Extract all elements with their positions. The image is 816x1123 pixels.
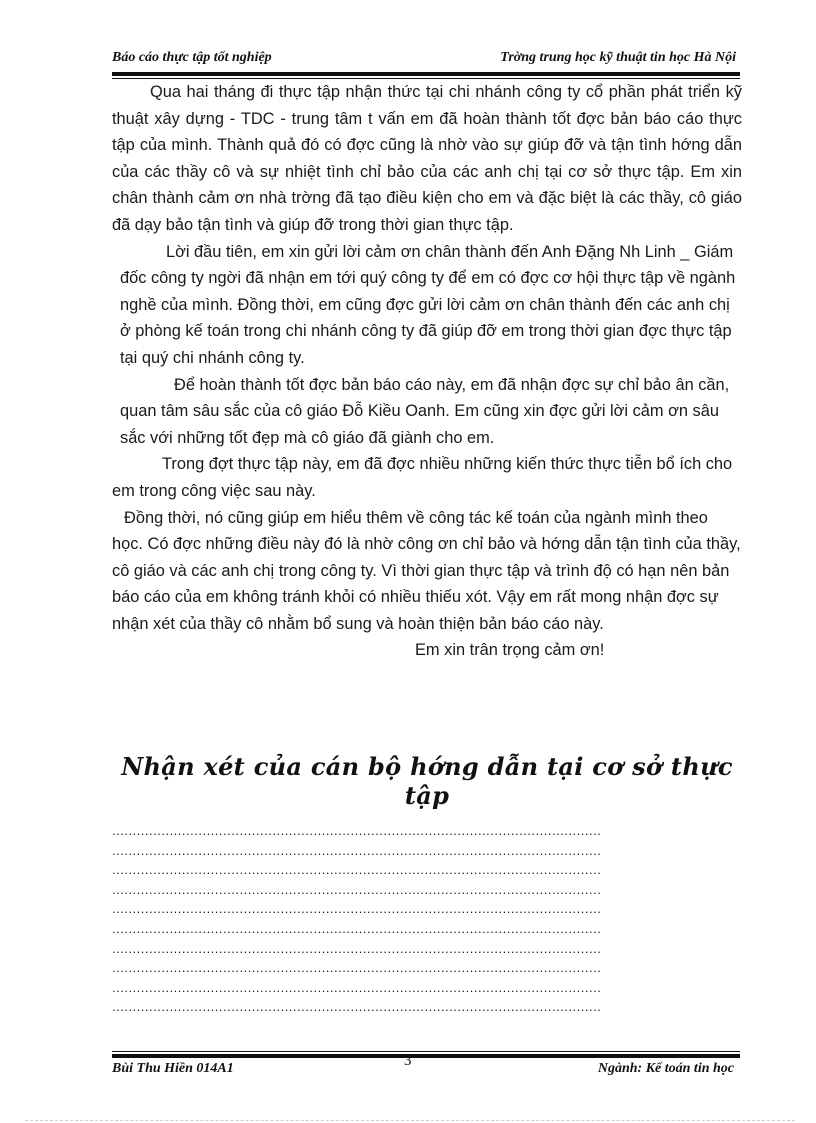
dotted-line: .......................................................................................................................	[112, 902, 602, 917]
page-header	[112, 50, 740, 72]
footer-rule-thick	[112, 1054, 740, 1058]
header-rule-thick	[112, 72, 740, 76]
dotted-line: .......................................................................................................................	[112, 863, 602, 878]
header-school-name: Trờng trung học kỹ thuật tin học Hà Nội	[500, 50, 736, 65]
dotted-line: .......................................................................................................................	[112, 921, 602, 936]
header-report-title: Báo cáo thực tập tốt nghiệp	[112, 50, 272, 65]
dotted-line: .......................................................................................................................	[112, 941, 602, 956]
dotted-line: .......................................................................................................................	[112, 961, 602, 976]
page-bottom-edge	[25, 1120, 795, 1121]
dotted-line: .......................................................................................................................	[112, 824, 602, 838]
dotted-line: .......................................................................................................................	[112, 980, 602, 995]
paragraph-2: Lời đầu tiên, em xin gửi lời cảm ơn chân thành đến Anh Đặng Nh Linh _ Giám đốc công ty ngời đã nhận em tới quý công ty để em có đợc cơ hội thực tập về ngành nghề của mình. Đồng thời, em cũng đợc gửi lời cảm ơn chân thành đến các anh chị ở phòng kế toán trong chi nhánh công ty đã giúp đỡ em trong thời gian đợc thực tập tại quý chi nhánh công ty.	[120, 242, 736, 367]
footer-rule-thin	[112, 1051, 740, 1052]
comment-dotted-lines	[112, 824, 724, 1020]
paragraph-1: Qua hai tháng đi thực tập nhận thức tại chi nhánh công ty cổ phần phát triển kỹ thuật xây dựng - TDC - trung tâm t vấn em đã hoàn thành tốt đợc bản báo cáo thực tập của mình. Thành quả đó có đợc cũng là nhờ vào sự giúp đỡ và tận tình hớng dẫn của các thầy cô và sự nhiệt tình chỉ bảo của các anh chị tại cơ sở thực tập. Em xin chân thành cảm ơn nhà trờng đã tạo điều kiện cho em và đặc biệt là các thầy, cô giáo đã dạy bảo tận tình và giúp đỡ trong thời gian thực tập.	[112, 83, 742, 234]
page-number: 3	[404, 1053, 412, 1069]
page-footer	[112, 1053, 740, 1081]
dotted-line: .......................................................................................................................	[112, 843, 602, 858]
footer-major: Ngành: Kế toán tin học	[597, 1061, 734, 1076]
paragraph-4: Trong đợt thực tập này, em đã đợc nhiều những kiến thức thực tiễn bổ ích cho em trong công việc sau này.	[112, 455, 733, 500]
dotted-line: .......................................................................................................................	[112, 1000, 602, 1015]
dotted-line: .......................................................................................................................	[112, 882, 602, 897]
closing-thanks: Em xin trân trọng cảm ơn!	[415, 641, 605, 660]
supervisor-comment-heading: Nhận xét của cán bộ hớng dẫn tại cơ sở thực tập	[121, 752, 733, 810]
paragraph-3: Để hoàn thành tốt đợc bản báo cáo này, em đã nhận đợc sự chỉ bảo ân cần, quan tâm sâu sắc của cô giáo Đỗ Kiều Oanh. Em cũng xin đợc gửi lời cảm ơn sâu sắc với những tốt đẹp mà cô giáo đã giành cho em.	[120, 375, 730, 447]
acknowledgement-body	[112, 79, 742, 664]
paragraph-5: Đồng thời, nó cũng giúp em hiểu thêm về công tác kế toán của ngành mình theo học. Có đợc những điều này đó là nhờ công ơn chỉ bảo và hớng dẫn tận tình của thầy, cô giáo và các anh chị trong công ty. Vì thời gian thực tập và trình độ có hạn nên bản báo cáo của em không tránh khỏi có nhiều thiếu xót. Vậy em rất mong nhận đợc sự nhận xét của thầy cô nhằm bổ sung và hoàn thiện bản báo cáo này.	[112, 508, 741, 633]
footer-student-name: Bùi Thu Hiền 014A1	[112, 1061, 234, 1076]
